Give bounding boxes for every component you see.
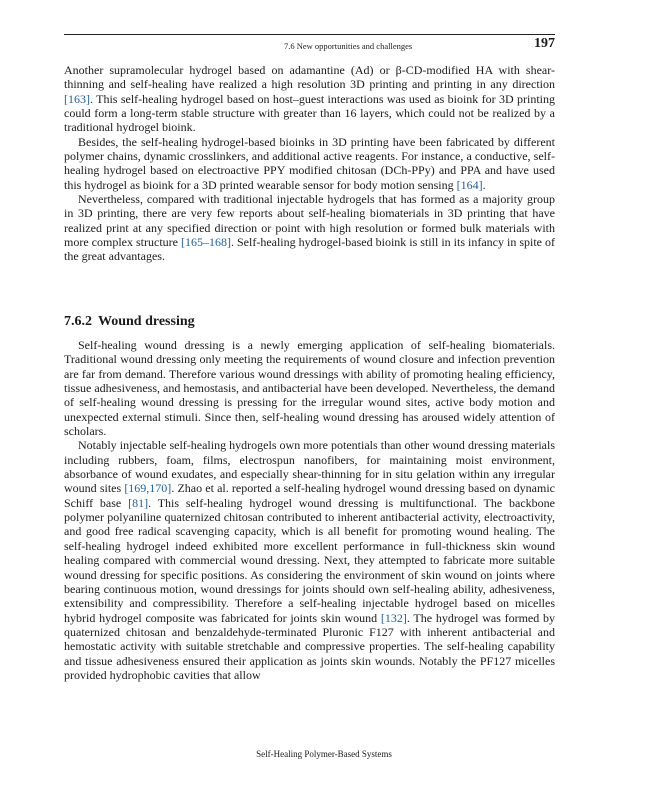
citation-link[interactable]: [81]: [128, 495, 149, 510]
body-text-bottom: [64, 338, 555, 682]
paragraph-text: Besides, the self-healing hydrogel-based bioinks in 3D printing have been fabricated by different polymer chains, dynamic crosslinkers, and additional active reagents. For instance, a conductive, self-healing hydrogel based on electroactive PPY modified chitosan (DCh-PPy) and PPA and have used this hydrogel as bioink for a 3D printed wearable sensor for body motion sensing: [64, 134, 555, 192]
paragraph-text: . This self-healing hydrogel based on host–guest interactions was used as bioink for 3D printing could form a long-term stable structure with greater than 16 layers, which could not be realized by a traditional hydrogel bioink.: [64, 91, 555, 135]
citation-link[interactable]: [165–168]: [180, 235, 231, 250]
citation-link[interactable]: [163]: [64, 91, 90, 106]
paragraph-text: Nevertheless, compared with traditional injectable hydrogels that has formed as a majority group in 3D printing, there are very few reports about self-healing biomaterials in 3D printing that have realized print at any specified direction or point with high resolution or formed bulk materials with more complex structure: [64, 192, 555, 250]
running-header-section: 7.6 New opportunities and challenges: [284, 41, 413, 51]
citation-link[interactable]: [132]: [380, 610, 407, 625]
paragraph: [64, 438, 555, 682]
body-text-top: [64, 63, 555, 264]
paragraph-text: Another supramolecular hydrogel based on adamantine (Ad) or β-CD-modified HA with shear-thinning and self-healing have realized a high resolution 3D printing and printing in any direction: [64, 63, 555, 92]
running-footer: Self-Healing Polymer-Based Systems: [256, 749, 392, 759]
page-number: 197: [534, 36, 555, 51]
paragraph-text: . This self-healing hydrogel wound dressing is multifunctional. The backbone polymer polyaniline quaternized chitosan contributed to inherent antibacterial activity, electroactivity, and good free radical scavenging capacity, which is all benefit for promoting wound healing. The self-healing hydrogel indeed exhibited more excellent performance in full-thickness skin wound healing compared with commercial wound dressing. Next, they attempted to fabricate more suitable wound dressing for specific positions. As considering the environment of skin wound on joints where bearing continuous motion, wound dressings for joints should own self-healing ability, adhesiveness, extensibility and compressibility. Therefore a self-healing injectable hydrogel based on micelles hybrid hydrogel composite was fabricated for joints skin wound: [64, 495, 555, 625]
section-heading: [64, 314, 195, 330]
section-number: 7.6.2: [64, 314, 92, 329]
paragraph-text: .: [482, 177, 486, 192]
paragraph: [64, 63, 555, 135]
paragraph-text: . Zhao et al. reported a self-healing hydrogel wound dressing based on dynamic Schiff base: [64, 481, 556, 510]
running-header: [64, 38, 555, 54]
paragraph: [64, 135, 555, 192]
paragraph-text: . The hydrogel was formed by quaternized chitosan and benzaldehyde-terminated Pluronic F127 with inherent antibacterial and hemostatic activity with suitable stretchable and compressive properties. The self-healing capability and tissue adhesiveness ensured their application as joints skin wounds. Notably the PF127 micelles provided hydrophobic cavities that allow: [64, 610, 555, 682]
section-title: Wound dressing: [98, 314, 195, 329]
header-rule: [64, 34, 555, 35]
citation-link[interactable]: [169,170]: [124, 481, 172, 496]
paragraph: [64, 192, 555, 264]
paragraph-text: Notably injectable self-healing hydrogels own more potentials than other wound dressing materials including rubbers, foam, films, electrospun nanofibers, for maintaining moist environment, absorbance of wound exudates, and especially shear-thinning for in situ gelation within any irregular wound sites: [64, 438, 555, 496]
paragraph: Self-healing wound dressing is a newly emerging application of self-healing biomaterials. Traditional wound dressing only meeting the requirements of wound closure and infection prevention are far from demand. Therefore various wound dressings with ability of promoting healing efficiency, tissue adhesiveness, and hemostasis, and antibacterial have been developed. Nevertheless, the demand of self-healing wound dressing is pressing for the irregular wound sites, active body motion and unexpected external stimuli. Since then, self-healing wound dressing has aroused widely attention of scholars.: [64, 338, 555, 439]
paragraph-text: . Self-healing hydrogel-based bioink is still in its infancy in spite of the great advantages.: [64, 235, 555, 264]
citation-link[interactable]: [164]: [456, 177, 483, 192]
